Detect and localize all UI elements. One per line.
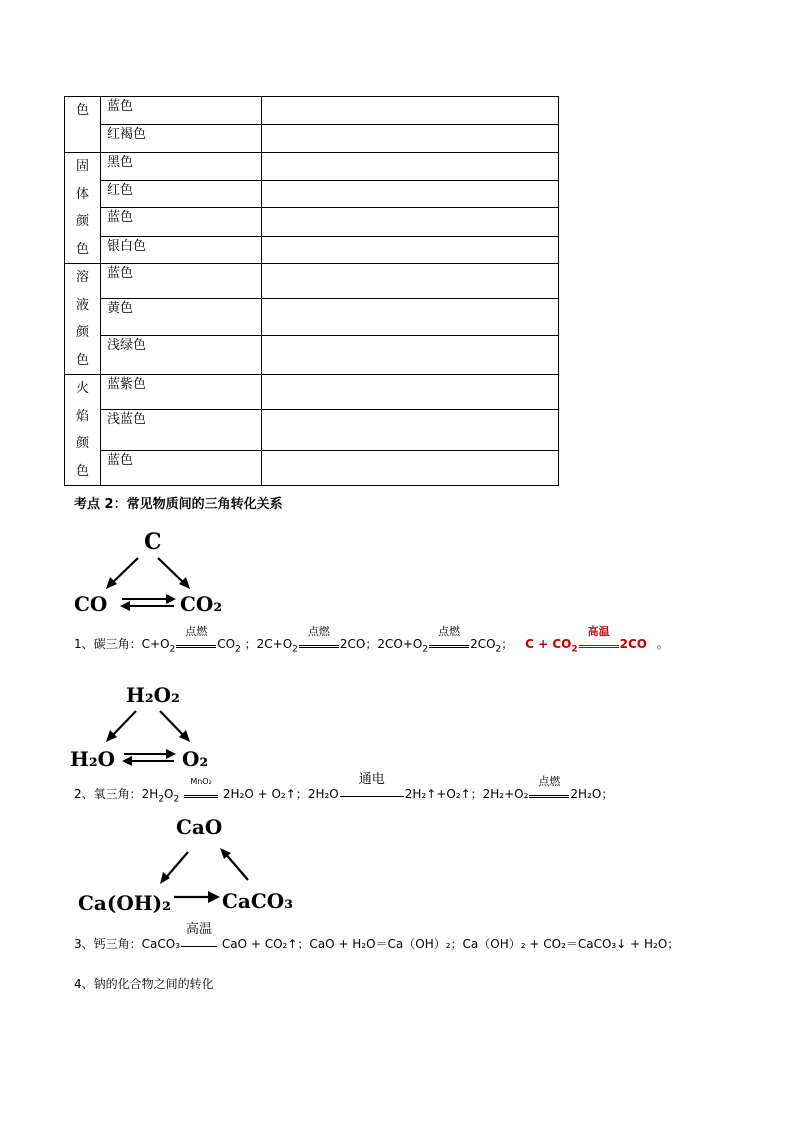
carbon-top: C — [144, 529, 162, 555]
color-table — [64, 96, 559, 486]
category-char: 颜 — [75, 214, 89, 229]
oxygen-top: H₂O₂ — [126, 683, 180, 707]
category-char: 色 — [75, 352, 89, 368]
category-char: 颜 — [75, 325, 89, 340]
oxygen-equations: 2、氧三角：$2H_2O_2$ MnO₂ 2H₂O + O₂↑；2H₂O 通电 2H₂↑+O₂↑；2H₂+O₂ 点燃 2H₂O； — [74, 772, 614, 805]
category-char: 颜 — [75, 436, 89, 451]
carbon-left: CO — [74, 592, 108, 616]
answer-cell — [262, 97, 559, 125]
color-name-cell: 浅绿色 — [101, 335, 262, 374]
table-row — [65, 409, 559, 450]
sodium-heading: 4、钠的化合物之间的转化 — [74, 977, 214, 991]
table-row — [65, 208, 559, 236]
arrow-c-co2 — [158, 558, 186, 585]
category-char: 火 — [75, 381, 89, 396]
color-name-cell: 黄色 — [101, 298, 262, 335]
table-row — [65, 97, 559, 125]
color-name-cell: 蓝色 — [101, 97, 262, 125]
category-char: 色 — [75, 103, 89, 118]
answer-cell — [262, 264, 559, 299]
category-cell — [65, 264, 101, 375]
table-row — [65, 264, 559, 299]
calcium-right: CaCO₃ — [222, 889, 293, 913]
color-name-cell: 红褐色 — [101, 125, 262, 153]
answer-cell — [262, 181, 559, 208]
color-name-cell: 浅蓝色 — [101, 409, 262, 450]
answer-cell — [262, 125, 559, 153]
table-row — [65, 236, 559, 263]
answer-cell — [262, 153, 559, 181]
category-char: 色 — [75, 463, 89, 479]
color-name-cell: 银白色 — [101, 236, 262, 263]
table-row — [65, 375, 559, 410]
category-char: 体 — [75, 186, 89, 202]
carbon-triangle-diagram — [70, 525, 240, 620]
section-heading: 考点 2：常见物质间的三角转化关系 — [74, 497, 283, 512]
answer-cell — [262, 298, 559, 335]
answer-cell — [262, 375, 559, 410]
calcium-top: CaO — [176, 815, 223, 839]
carbon-equations: 1、碳三角：$C+O_2$ 点燃 $CO_2$ ；$2C+O_2$ 点燃 2CO；$2CO+O_2$ 点燃 $2CO_2$； $C + CO_2$ 高温 2CO 。 — [74, 625, 669, 655]
carbon-right: CO₂ — [180, 592, 223, 616]
answer-cell — [262, 451, 559, 486]
table-row — [65, 181, 559, 208]
oxygen-right: O₂ — [182, 747, 209, 771]
category-cell — [65, 375, 101, 486]
color-name-cell: 蓝色 — [101, 264, 262, 299]
color-name-cell: 黑色 — [101, 153, 262, 181]
table-row — [65, 451, 559, 486]
color-name-cell: 蓝色 — [101, 208, 262, 236]
category-cell — [65, 97, 101, 153]
answer-cell — [262, 236, 559, 263]
category-char: 焰 — [75, 408, 89, 424]
calcium-left: Ca(OH)₂ — [78, 891, 171, 915]
arrow-c-co — [110, 558, 138, 585]
category-char: 溶 — [75, 270, 89, 285]
answer-cell — [262, 409, 559, 450]
color-name-cell: 蓝色 — [101, 451, 262, 486]
oxygen-left: H₂O — [70, 747, 116, 771]
table-row — [65, 153, 559, 181]
calcium-triangle-diagram — [74, 808, 304, 918]
table-row — [65, 125, 559, 153]
category-cell — [65, 153, 101, 264]
category-char: 色 — [75, 241, 89, 257]
table-row — [65, 335, 559, 374]
answer-cell — [262, 208, 559, 236]
color-name-cell: 蓝紫色 — [101, 375, 262, 410]
table-row — [65, 298, 559, 335]
answer-cell — [262, 335, 559, 374]
color-name-cell: 红色 — [101, 181, 262, 208]
category-char: 固 — [75, 159, 89, 174]
oxygen-triangle-diagram — [66, 678, 226, 773]
category-char: 液 — [75, 297, 89, 313]
calcium-equations: 3、钙三角：CaCO₃ 高温 CaO + CO₂↑；CaO + H₂O＝Ca（OH）₂；Ca（OH）₂ + CO₂＝CaCO₃↓ + H₂O； — [74, 922, 680, 951]
